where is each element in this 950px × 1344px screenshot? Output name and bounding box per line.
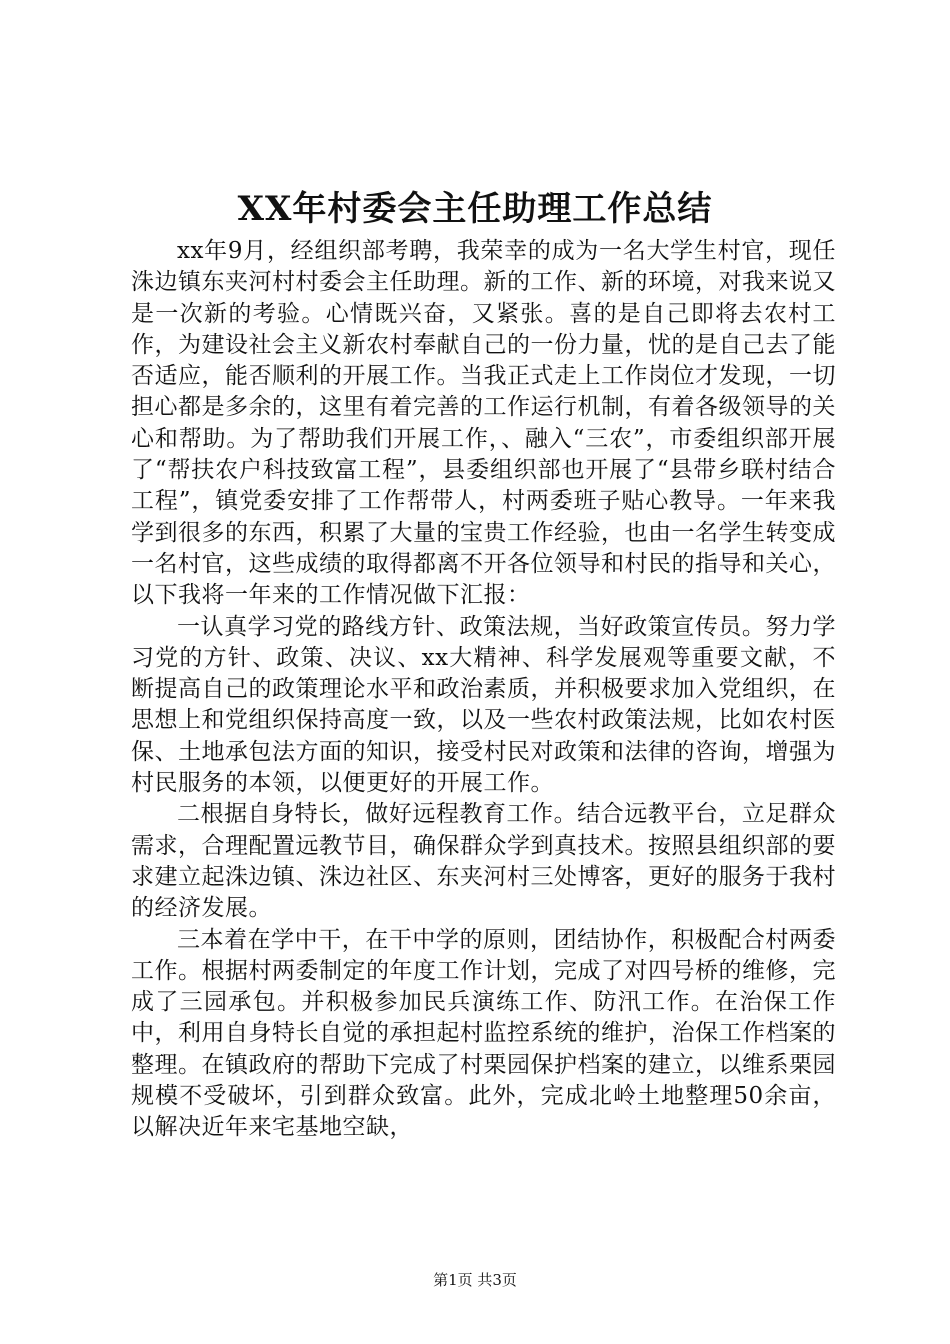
document-title: XX年村委会主任助理工作总结 xyxy=(237,189,713,229)
paragraph-remote-education: 二根据自身特长，做好远程教育工作。结合远教平台，立足群众需求，合理配置远教节目，确保群众学到真技术。按照县组织部的要求建立起洙边镇、洙边社区、东夹河村三处博客，更好的服务于我村的经济发展。 xyxy=(131,801,836,922)
page-footer: 第1页 共3页 xyxy=(433,1271,517,1289)
paragraph-study-policy: 一认真学习党的路线方针、政策法规，当好政策宣传员。努力学习党的方针、政策、决议、xx大精神、科学发展观等重要文献，不断提高自己的政策理论水平和政治素质，并积极要求加入党组织，在思想上和党组织保持高度一致，以及一些农村政策法规，比如农村医保、土地承包法方面的知识，接受村民对政策和法律的咨询，增强为村民服务的本领，以便更好的开展工作。 xyxy=(131,613,836,797)
paragraph-intro: xx年9月，经组织部考聘，我荣幸的成为一名大学生村官，现任洙边镇东夹河村村委会主任助理。新的工作、新的环境，对我来说又是一次新的考验。心情既兴奋，又紧张。喜的是自己即将去农村工作，为建设社会主义新农村奉献自己的一份力量，忧的是自己去了能否适应，能否顺利的开展工作。当我正式走上工作岗位才发现，一切担心都是多余的，这里有着完善的工作运行机制，有着各级领导的关心和帮助。为了帮助我们开展工作，、融入“三农”，市委组织部开展了“帮扶农户科技致富工程”，县委组织部也开展了“县带乡联村结合工程”，镇党委安排了工作帮带人，村两委班子贴心教导。一年来我学到很多的东西，积累了大量的宝贵工作经验，也由一名学生转变成一名村官，这些成绩的取得都离不开各位领导和村民的指导和关心，以下我将一年来的工作情况做下汇报： xyxy=(131,238,836,609)
paragraph-village-work: 三本着在学中干，在干中学的原则，团结协作，积极配合村两委工作。根据村两委制定的年度工作计划，完成了对四号桥的维修，完成了三园承包。并积极参加民兵演练工作、防汛工作。在治保工作中，利用自身特长自觉的承担起村监控系统的维护，治保工作档案的整理。在镇政府的帮助下完成了村栗园保护档案的建立，以维系栗园规模不受破坏，引到群众致富。此外，完成北岭土地整理50余亩，以解决近年来宅基地空缺， xyxy=(131,926,836,1141)
document-body xyxy=(131,236,836,1144)
